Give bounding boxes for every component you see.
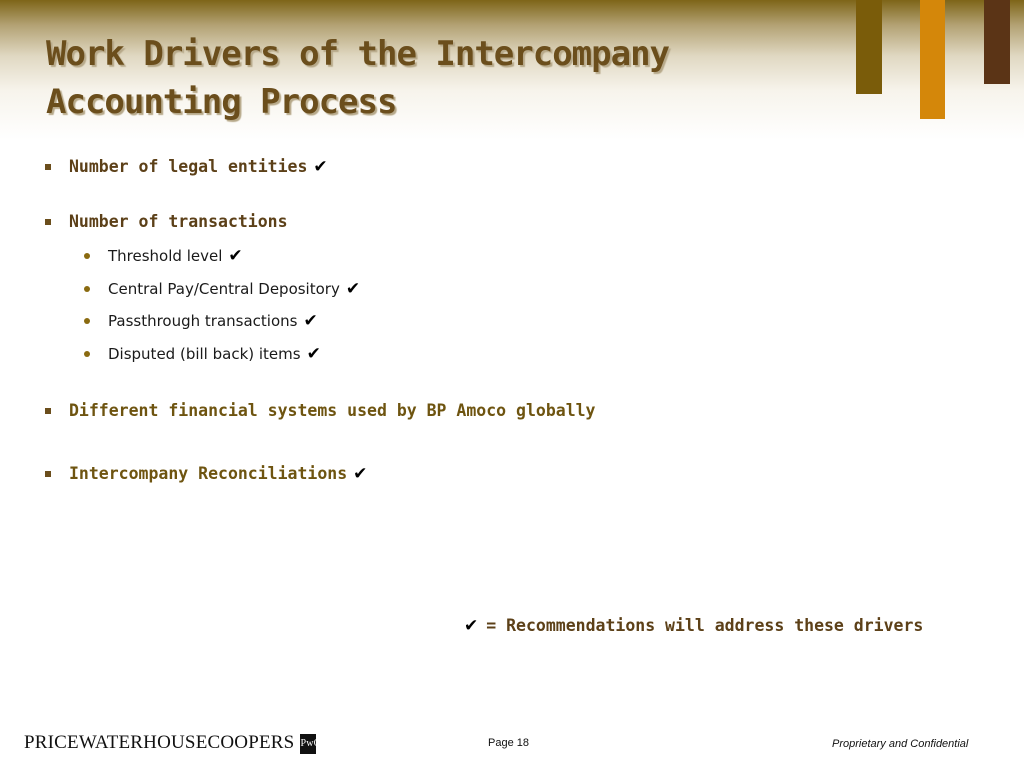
bullet-text: Number of transactions <box>69 212 288 231</box>
checkmark-icon: ✔ <box>313 157 328 177</box>
subbullet-text: Central Pay/Central Depository <box>108 280 340 298</box>
logo-mark-icon: PwC <box>300 734 316 754</box>
bullet-text: Different financial systems used by BP Amoco globally <box>69 401 596 420</box>
bullet-text: Number of legal entities <box>69 157 308 176</box>
slide-title-line1: Work Drivers of the Intercompany <box>46 34 670 74</box>
checkmark-icon: ✔ <box>464 616 479 636</box>
decorative-bar-brown <box>984 0 1010 84</box>
subbullet-text: Threshold level <box>108 247 223 265</box>
legend-text: = Recommendations will address these drivers <box>486 616 924 635</box>
slide-title-line2: Accounting Process <box>46 82 397 122</box>
checkmark-icon: ✔ <box>345 279 361 299</box>
slide-title <box>46 30 826 126</box>
round-bullet-icon <box>84 286 90 292</box>
confidentiality-notice: Proprietary and Confidential <box>832 738 969 750</box>
round-bullet-icon <box>84 318 90 324</box>
round-bullet-icon <box>84 351 90 357</box>
subbullet-disputed-items <box>108 344 321 364</box>
subbullet-passthrough <box>108 311 318 331</box>
square-bullet-icon <box>45 219 51 225</box>
bullet-text: Intercompany Reconciliations <box>69 464 348 483</box>
checkmark-icon: ✔ <box>353 464 368 484</box>
company-logo <box>24 732 321 754</box>
bullet-transactions <box>69 212 288 231</box>
square-bullet-icon <box>45 471 51 477</box>
square-bullet-icon <box>45 164 51 170</box>
subbullet-central-pay <box>108 279 360 299</box>
bullet-legal-entities <box>69 157 328 177</box>
subbullet-text: Passthrough transactions <box>108 312 298 330</box>
checkmark-legend <box>464 616 923 636</box>
bullet-financial-systems <box>69 401 596 420</box>
decorative-bar-olive <box>856 0 882 94</box>
checkmark-icon: ✔ <box>228 246 243 266</box>
square-bullet-icon <box>45 408 51 414</box>
decorative-bar-orange <box>920 0 945 119</box>
round-bullet-icon <box>84 253 90 259</box>
bullet-reconciliations <box>69 464 367 484</box>
subbullet-threshold-level <box>108 246 243 266</box>
logo-wordmark: PRICEWATERHOUSECOOPERS <box>24 732 295 753</box>
page-number: Page 18 <box>488 737 529 749</box>
checkmark-icon: ✔ <box>303 311 318 331</box>
subbullet-text: Disputed (bill back) items <box>108 345 301 363</box>
checkmark-icon: ✔ <box>306 344 321 364</box>
